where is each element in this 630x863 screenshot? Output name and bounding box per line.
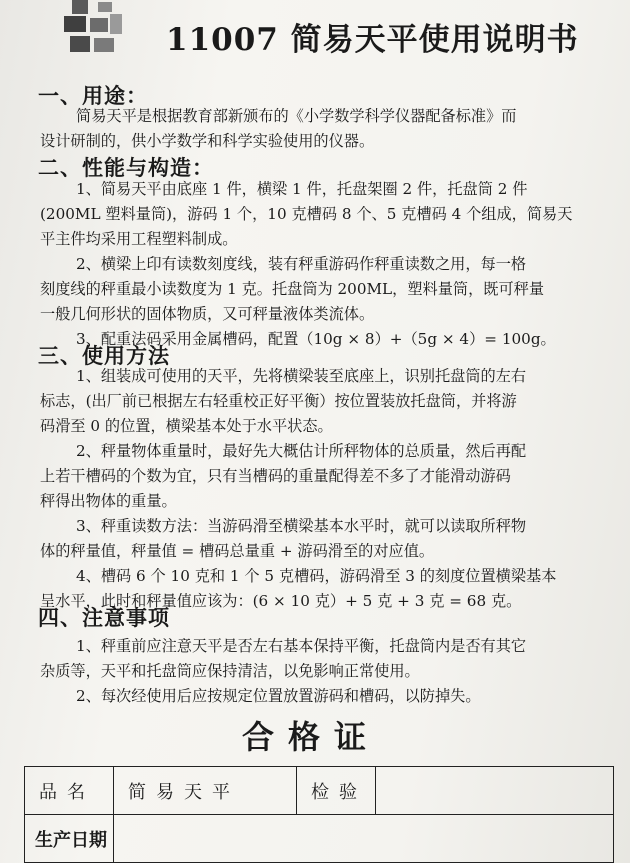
paragraph-line: 3、配重法码采用金属槽码，配置（10g × 8）+（5g × 4）= 100g。 xyxy=(76,330,556,348)
paragraph-line: 简易天平是根据教育部新颁布的《小学数学科学仪器配备标准》而 xyxy=(76,107,517,125)
paragraph-line: 杂质等，天平和托盘筒应保持清洁，以免影响正常使用。 xyxy=(40,662,420,680)
section-heading-usage-method: 三、使用方法 xyxy=(38,343,170,368)
paragraph-line: 刻度线的秤重最小读数度为 1 克。托盘筒为 200ML，塑料量筒，既可秤量 xyxy=(40,280,545,298)
paragraph-line: 2、横梁上印有读数刻度线，装有秤重游码作秤重读数之用，每一格 xyxy=(76,255,527,273)
document-title: 11007 简易天平使用说明书 xyxy=(166,22,579,58)
paragraph-line: 标志，(出厂前已根据左右轻重校正好平衡）按位置装放托盘筒，并将游 xyxy=(40,392,517,410)
paragraph-line: 1、组装成可使用的天平，先将横梁装至底座上，识别托盘筒的左右 xyxy=(76,367,527,385)
paragraph-line: 4、槽码 6 个 10 克和 1 个 5 克槽码，游码滑至 3 的刻度位置横梁基本 xyxy=(76,567,557,585)
paragraph-line: 2、秤量物体重量时，最好先大概估计所秤物体的总质量，然后再配 xyxy=(76,442,527,460)
paragraph-line: 2、每次经使用后应按规定位置放置游码和槽码，以防掉失。 xyxy=(76,687,481,705)
paragraph-line: 3、秤重读数方法：当游码滑至横梁基本水平时，就可以读取所秤物 xyxy=(76,517,527,535)
certificate-title: 合格证 xyxy=(242,718,381,756)
blurred-logo xyxy=(64,0,134,60)
section-heading-performance: 二、性能与构造： xyxy=(38,155,214,180)
paragraph-line: 体的秤量值，秤量值 = 槽码总量重 + 游码滑至的对应值。 xyxy=(40,542,435,560)
section-heading-notes: 四、注意事项 xyxy=(38,605,170,630)
production-date-label: 生产日期 xyxy=(25,815,114,863)
paragraph-line: 一般几何形状的固体物质，又可秤量液体类流体。 xyxy=(40,305,375,323)
inspection-value xyxy=(376,767,614,815)
paragraph-line: 1、简易天平由底座 1 件，横梁 1 件，托盘架圈 2 件，托盘筒 2 件 xyxy=(76,180,528,198)
paragraph-line: 上若干槽码的个数为宜，只有当槽码的重量配得差不多了才能滑动游码 xyxy=(40,467,511,485)
certificate-table xyxy=(24,766,614,863)
paragraph-line: 设计研制的，供小学数学和科学实验使用的仪器。 xyxy=(40,132,375,150)
inspection-label: 检验 xyxy=(297,767,376,815)
paragraph-line: 1、秤重前应注意天平是否左右基本保持平衡，托盘筒内是否有其它 xyxy=(76,637,527,655)
paragraph-line: (200ML 塑料量筒)，游码 1 个，10 克槽码 8 个、5 克槽码 4 个组成，简易天 xyxy=(40,205,573,223)
paragraph-line: 秤得出物体的重量。 xyxy=(40,492,177,510)
section-heading-usage: 一、用途： xyxy=(38,83,148,108)
paragraph-line: 平主件均采用工程塑料制成。 xyxy=(40,230,238,248)
product-name-value: 简易天平 xyxy=(114,767,297,815)
paragraph-line: 码滑至 0 的位置，横梁基本处于水平状态。 xyxy=(40,417,333,435)
product-name-label: 品名 xyxy=(25,767,114,815)
production-date-value xyxy=(114,815,614,863)
paragraph-line: 呈水平，此时和秤量值应该为：(6 × 10 克）+ 5 克 + 3 克 = 68 克。 xyxy=(40,592,522,610)
